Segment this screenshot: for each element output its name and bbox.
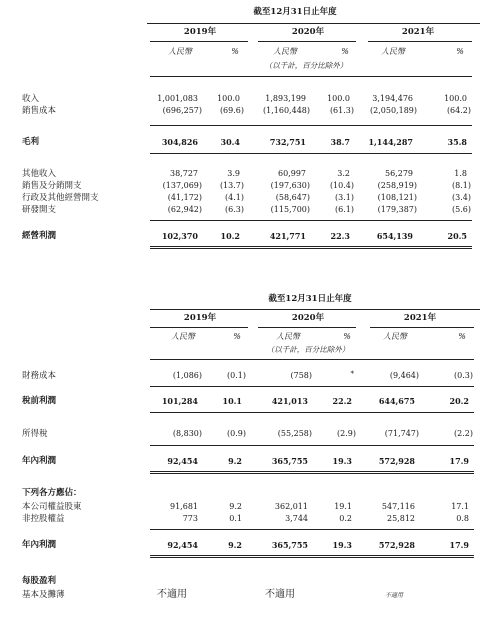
cell: (9,464) <box>389 371 419 380</box>
cell: (41,172) <box>167 193 202 202</box>
cell: 421,013 <box>271 396 308 406</box>
period-header: 截至12月31日止年度 <box>268 294 352 304</box>
cell: (2,050,189) <box>370 106 417 115</box>
unit-note-2020: （以千計，百分比除外） <box>264 61 348 70</box>
cell: (5.6) <box>452 205 471 214</box>
cell: 25,812 <box>387 514 415 523</box>
year-rule-2021 <box>370 327 474 328</box>
cell: 3,744 <box>285 514 308 523</box>
row-label: 財務成本 <box>22 371 57 381</box>
cell: (62,942) <box>167 205 202 214</box>
cell: 9.2 <box>229 502 242 511</box>
year-2019: 2019年 <box>183 27 217 37</box>
row-label: 收入 <box>22 94 40 104</box>
cell: 92,454 <box>167 540 198 550</box>
cell: (61.3) <box>329 106 354 115</box>
cell: 365,755 <box>271 456 308 466</box>
year-2021: 2021年 <box>401 27 435 37</box>
cell: (8.1) <box>452 181 471 190</box>
cell: 10.1 <box>222 396 242 406</box>
row-label: 研發開支 <box>22 205 57 215</box>
cell: (1,160,448) <box>263 106 310 115</box>
cell: (179,387) <box>377 205 417 214</box>
currency-2021: 人民幣 <box>383 332 407 341</box>
cell: (115,700) <box>270 205 310 214</box>
cell: 1,893,199 <box>265 94 306 103</box>
cell: 0.1 <box>229 514 242 523</box>
pct-2019: % <box>233 332 241 341</box>
year-2020: 2020年 <box>291 313 325 323</box>
cell: (4.1) <box>225 193 244 202</box>
header-rule <box>150 309 480 310</box>
year-rule-2019 <box>150 327 248 328</box>
cell: 773 <box>182 514 198 523</box>
cell: 644,675 <box>378 396 415 406</box>
cell: (13.7) <box>219 181 244 190</box>
cell: 9.2 <box>228 540 242 550</box>
eps-heading: 每股盈利 <box>22 576 57 586</box>
row-label: 經營利潤 <box>22 231 57 241</box>
cell: 9.2 <box>228 456 242 466</box>
pct-2021: % <box>458 332 466 341</box>
year-rule-2021 <box>368 41 472 42</box>
cell: (2.9) <box>337 429 356 438</box>
cell: 10.2 <box>220 231 240 241</box>
cell: 101,284 <box>161 396 198 406</box>
pct-2021: % <box>456 47 464 56</box>
cell: (696,257) <box>162 106 202 115</box>
cell: 56,279 <box>385 169 413 178</box>
year-rule-2019 <box>150 41 248 42</box>
cell: (6.1) <box>335 205 354 214</box>
cell: 35.8 <box>447 137 467 147</box>
cell: (58,647) <box>275 193 310 202</box>
cell: 19.1 <box>334 502 352 511</box>
cell: (8,830) <box>172 429 202 438</box>
cell: (6.3) <box>225 205 244 214</box>
cell: (2.2) <box>454 429 473 438</box>
cell: 92,454 <box>167 456 198 466</box>
cell: 362,011 <box>274 502 308 511</box>
cell: 17.9 <box>449 456 469 466</box>
cell: 100.0 <box>327 94 350 103</box>
cell: 不適用 <box>157 589 187 600</box>
cell: 304,826 <box>161 137 198 147</box>
subheader-rule <box>150 359 474 360</box>
row-label: 本公司權益股東 <box>22 502 82 512</box>
row-label: 毛利 <box>22 137 40 147</box>
row-label: 非控股權益 <box>22 514 65 524</box>
cell: (10.4) <box>329 181 354 190</box>
cell: (0.9) <box>227 429 246 438</box>
cell: (1,086) <box>172 371 202 380</box>
cell: (0.3) <box>454 371 473 380</box>
cell: 20.5 <box>447 231 467 241</box>
subtotal-rule <box>150 220 472 221</box>
subtotal-rule <box>150 412 474 413</box>
cell: 0.8 <box>456 514 469 523</box>
attributable-heading: 下列各方應佔： <box>22 488 82 498</box>
cell: 38.7 <box>330 137 350 147</box>
year-2021: 2021年 <box>403 313 437 323</box>
row-label: 其他收入 <box>22 169 57 179</box>
row-label: 稅前利潤 <box>22 396 57 406</box>
pct-2020: % <box>341 47 349 56</box>
cell: 不適用 <box>265 589 295 600</box>
cell: 572,928 <box>378 540 415 550</box>
currency-2020: 人民幣 <box>273 47 297 56</box>
row-label: 年內利潤 <box>22 540 57 550</box>
row-label: 行政及其他經營開支 <box>22 193 99 203</box>
currency-2019: 人民幣 <box>171 332 195 341</box>
row-label: 銷售成本 <box>22 106 57 116</box>
cell: (108,121) <box>377 193 417 202</box>
total-double-rule <box>150 246 472 249</box>
cell: (71,747) <box>384 429 419 438</box>
cell: (64.2) <box>446 106 471 115</box>
cell: (258,919) <box>377 181 417 190</box>
cell: 不適用 <box>385 592 404 599</box>
cell: 22.2 <box>332 396 352 406</box>
cell: 3.9 <box>227 169 240 178</box>
year-rule-2020 <box>258 327 356 328</box>
pct-2020: % <box>343 332 351 341</box>
cell: (758) <box>290 371 312 380</box>
row-label: 基本及攤薄 <box>22 590 65 600</box>
period-header: 截至12月31日止年度 <box>253 7 337 17</box>
cell: (3.1) <box>335 193 354 202</box>
subtotal-rule <box>150 529 474 530</box>
total-double-rule <box>150 471 474 474</box>
year-2019: 2019年 <box>183 313 217 323</box>
subtotal-rule <box>150 386 474 387</box>
subheader-rule <box>150 76 472 77</box>
cell: 17.9 <box>449 540 469 550</box>
cell: (0.1) <box>227 371 246 380</box>
cell: 30.4 <box>220 137 240 147</box>
cell: (197,630) <box>270 181 310 190</box>
cell: * <box>350 370 354 378</box>
cell: 22.3 <box>330 231 350 241</box>
subtotal-rule <box>150 153 472 154</box>
cell: 38,727 <box>170 169 198 178</box>
subtotal-rule <box>150 445 474 446</box>
cell: 20.2 <box>449 396 469 406</box>
pct-2019: % <box>231 47 239 56</box>
cell: 1.8 <box>454 169 467 178</box>
currency-2020: 人民幣 <box>276 332 300 341</box>
cell: 102,370 <box>161 231 198 241</box>
header-rule <box>147 23 480 24</box>
cell: 3,194,476 <box>372 94 413 103</box>
cell: (3.4) <box>452 193 471 202</box>
cell: (55,258) <box>277 429 312 438</box>
row-label: 銷售及分銷開支 <box>22 181 82 191</box>
cell: (137,069) <box>162 181 202 190</box>
cell: 19.3 <box>332 456 352 466</box>
cell: 365,755 <box>271 540 308 550</box>
cell: 3.2 <box>337 169 350 178</box>
cell: 100.0 <box>217 94 240 103</box>
cell: 572,928 <box>378 456 415 466</box>
row-label: 所得稅 <box>22 429 48 439</box>
cell: 421,771 <box>269 231 306 241</box>
cell: 1,001,083 <box>157 94 198 103</box>
total-double-rule <box>150 555 474 558</box>
cell: (69.6) <box>219 106 244 115</box>
cell: 19.3 <box>332 540 352 550</box>
row-label: 年內利潤 <box>22 456 57 466</box>
cell: 91,681 <box>170 502 198 511</box>
cell: 547,116 <box>381 502 415 511</box>
cell: 1,144,287 <box>368 137 413 147</box>
currency-2021: 人民幣 <box>381 47 405 56</box>
cell: 654,139 <box>376 231 413 241</box>
year-2020: 2020年 <box>291 27 325 37</box>
unit-note-2020: （以千計，百分比除外） <box>266 345 350 354</box>
cell: 17.1 <box>451 502 469 511</box>
subtotal-rule <box>150 125 472 126</box>
cell: 100.0 <box>444 94 467 103</box>
cell: 60,997 <box>278 169 306 178</box>
cell: 732,751 <box>269 137 306 147</box>
year-rule-2020 <box>258 41 356 42</box>
cell: 0.2 <box>339 514 352 523</box>
currency-2019: 人民幣 <box>168 47 192 56</box>
